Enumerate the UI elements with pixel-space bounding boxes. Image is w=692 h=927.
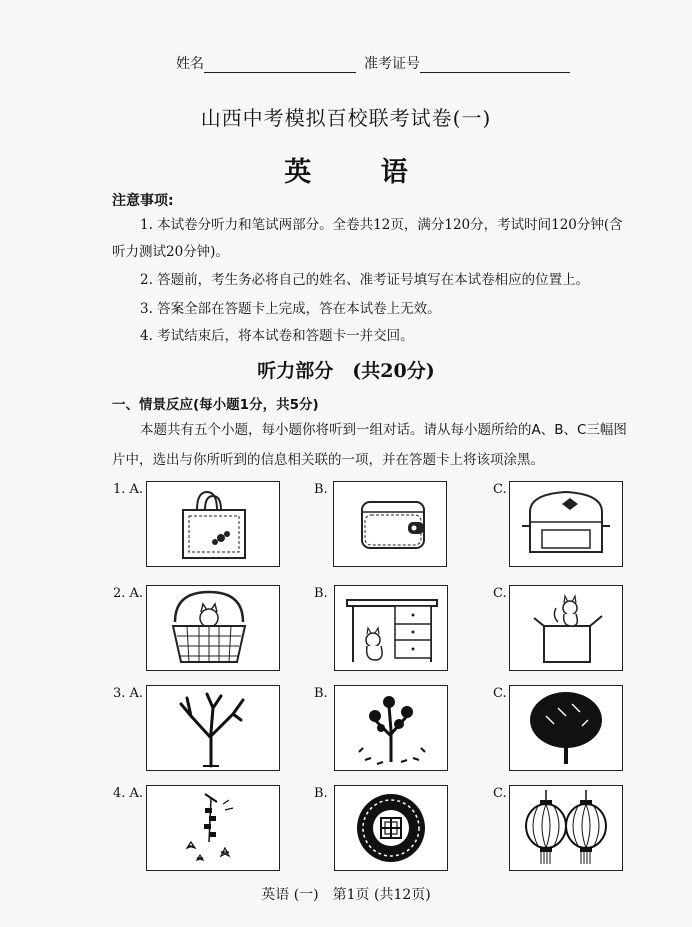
q4-option-c[interactable]	[509, 785, 623, 871]
leafy-tree-icon	[510, 686, 622, 770]
q3-option-c[interactable]	[509, 685, 623, 771]
q1-b-label: B.	[314, 482, 328, 497]
note-3: 3. 答案全部在答题卡上完成，答在本试卷上无效。	[140, 301, 441, 317]
part1-heading: 一、情景反应(每小题1分，共5分)	[112, 397, 319, 413]
instruction-line-2: 片中，选出与你所听到的信息相关联的一项，并在答题卡上将该项涂黑。	[112, 452, 544, 468]
page-footer: 英语 (一) 第1页 (共12页)	[261, 887, 431, 903]
lanterns-icon	[510, 786, 622, 870]
backpack-icon	[510, 482, 622, 566]
q3-b-label: B.	[314, 686, 328, 701]
q2-option-c[interactable]	[509, 585, 623, 671]
name-label: 姓名	[176, 56, 204, 72]
firecrackers-icon	[147, 786, 279, 870]
exam-no-label: 准考证号	[364, 56, 420, 72]
shopping-bag-icon	[147, 482, 279, 566]
q3-option-b[interactable]	[334, 685, 448, 771]
exam-title: 山西中考模拟百校联考试卷(一)	[200, 106, 492, 130]
note-1: 1. 本试卷分听力和笔试两部分。全卷共12页，满分120分，考试时间120分钟(含	[140, 217, 623, 233]
q1-c-label: C.	[493, 482, 507, 497]
note-1-cont: 听力测试20分钟)。	[112, 244, 229, 260]
q2-c-label: C.	[493, 586, 507, 601]
q2-option-b[interactable]	[334, 585, 448, 671]
q4-option-b[interactable]	[334, 785, 448, 871]
exam-no-blank[interactable]	[420, 72, 570, 73]
note-2: 2. 答题前，考生务必将自己的姓名、准考证号填写在本试卷相应的位置上。	[140, 272, 590, 288]
q1-option-c[interactable]	[509, 481, 623, 567]
exam-no-field	[364, 53, 570, 73]
note-4: 4. 考试结束后，将本试卷和答题卡一并交回。	[140, 328, 414, 344]
q1-option-a[interactable]	[146, 481, 280, 567]
wallet-icon	[334, 482, 446, 566]
q2-label: 2. A.	[113, 586, 144, 601]
q1-option-b[interactable]	[333, 481, 447, 567]
q4-c-label: C.	[493, 786, 507, 801]
subject-title: 英 语	[284, 157, 438, 188]
cat-in-basket-icon	[147, 586, 279, 670]
q3-c-label: C.	[493, 686, 507, 701]
q2-option-a[interactable]	[146, 585, 280, 671]
q3-option-a[interactable]	[146, 685, 280, 771]
listening-section-title: 听力部分 (共20分)	[257, 360, 435, 382]
notes-heading: 注意事项:	[112, 193, 174, 209]
q4-b-label: B.	[314, 786, 328, 801]
name-blank[interactable]	[204, 72, 356, 73]
autumn-tree-icon	[335, 686, 447, 770]
cat-on-box-icon	[510, 586, 622, 670]
q2-b-label: B.	[314, 586, 328, 601]
q4-option-a[interactable]	[146, 785, 280, 871]
cat-under-desk-icon	[335, 586, 447, 670]
q4-label: 4. A.	[113, 786, 144, 801]
bare-tree-icon	[147, 686, 279, 770]
q1-label: 1. A.	[113, 482, 144, 497]
paper-cut-icon	[335, 786, 447, 870]
q3-label: 3. A.	[113, 686, 144, 701]
instruction-line-1: 本题共有五个小题，每小题你将听到一组对话。请从每小题所给的A、B、C三幅图	[140, 422, 627, 438]
name-field	[176, 53, 356, 73]
